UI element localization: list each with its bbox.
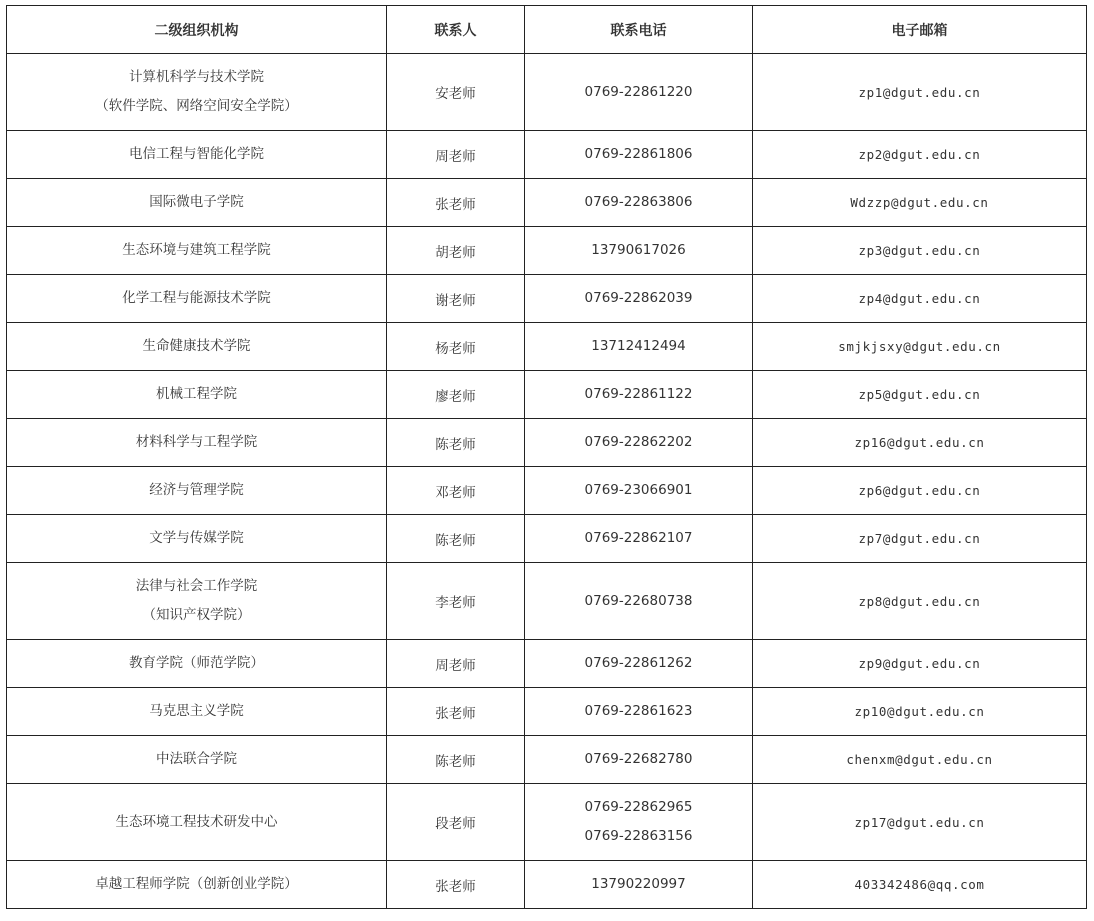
- org-cell: [7, 861, 387, 909]
- phone-cell: [525, 467, 753, 515]
- contact-cell: 李老师: [387, 563, 525, 640]
- email-cell: zp10@dgut.edu.cn: [753, 688, 1087, 736]
- table-row: [7, 467, 1087, 515]
- org-cell: [7, 784, 387, 861]
- phone-number: 0769-22862965: [584, 799, 693, 815]
- email-cell: chenxm@dgut.edu.cn: [753, 736, 1087, 784]
- org-cell: [7, 227, 387, 275]
- contact-cell: 邓老师: [387, 467, 525, 515]
- org-name: 法律与社会工作学院: [135, 578, 258, 594]
- email-cell: zp1@dgut.edu.cn: [753, 54, 1087, 131]
- org-name: 卓越工程师学院（创新创业学院）: [95, 876, 298, 892]
- org-name: 化学工程与能源技术学院: [122, 290, 271, 306]
- table-row: [7, 861, 1087, 909]
- email-cell: zp16@dgut.edu.cn: [753, 419, 1087, 467]
- phone-number: 0769-22861262: [584, 655, 693, 671]
- email-cell: zp5@dgut.edu.cn: [753, 371, 1087, 419]
- contact-cell: 安老师: [387, 54, 525, 131]
- email-cell: zp7@dgut.edu.cn: [753, 515, 1087, 563]
- org-cell: [7, 371, 387, 419]
- table-row: [7, 784, 1087, 861]
- contact-cell: 陈老师: [387, 419, 525, 467]
- phone-number: 0769-22861806: [584, 146, 693, 162]
- phone-cell: [525, 179, 753, 227]
- phone-cell: [525, 784, 753, 861]
- org-name: 生命健康技术学院: [142, 338, 251, 354]
- org-cell: [7, 640, 387, 688]
- phone-cell: [525, 640, 753, 688]
- contact-cell: 杨老师: [387, 323, 525, 371]
- phone-cell: [525, 515, 753, 563]
- table-row: [7, 688, 1087, 736]
- header-org: 二级组织机构: [7, 6, 387, 54]
- org-cell: [7, 467, 387, 515]
- email-cell: zp9@dgut.edu.cn: [753, 640, 1087, 688]
- org-cell: [7, 323, 387, 371]
- phone-cell: [525, 371, 753, 419]
- table-row: [7, 419, 1087, 467]
- contact-cell: 廖老师: [387, 371, 525, 419]
- table-row: [7, 275, 1087, 323]
- phone-cell: [525, 323, 753, 371]
- contact-cell: 张老师: [387, 861, 525, 909]
- table-row: [7, 371, 1087, 419]
- phone-number: 0769-22863156: [584, 828, 693, 844]
- phone-number: 0769-22680738: [584, 592, 693, 609]
- email-cell: zp17@dgut.edu.cn: [753, 784, 1087, 861]
- table-row: [7, 563, 1087, 640]
- phone-number: 0769-22862107: [584, 530, 693, 546]
- org-cell: [7, 563, 387, 640]
- table-body: [7, 54, 1087, 909]
- table-row: [7, 736, 1087, 784]
- email-cell: 403342486@qq.com: [753, 861, 1087, 909]
- phone-cell: [525, 688, 753, 736]
- email-cell: Wdzzp@dgut.edu.cn: [753, 179, 1087, 227]
- org-name: 计算机科学与技术学院: [129, 69, 264, 85]
- org-cell: [7, 54, 387, 131]
- contact-cell: 张老师: [387, 179, 525, 227]
- contact-cell: 段老师: [387, 784, 525, 861]
- contact-cell: 周老师: [387, 131, 525, 179]
- org-name: （软件学院、网络空间安全学院）: [95, 98, 298, 114]
- org-name: 马克思主义学院: [149, 703, 244, 719]
- contact-cell: 周老师: [387, 640, 525, 688]
- org-cell: [7, 515, 387, 563]
- org-name: 电信工程与智能化学院: [129, 146, 264, 162]
- phone-number: 13790617026: [591, 242, 686, 258]
- org-name: 材料科学与工程学院: [135, 434, 258, 450]
- phone-number: 13712412494: [591, 338, 686, 354]
- org-cell: [7, 419, 387, 467]
- phone-cell: [525, 131, 753, 179]
- phone-number: 0769-22862202: [584, 434, 693, 450]
- contact-cell: 胡老师: [387, 227, 525, 275]
- email-cell: zp6@dgut.edu.cn: [753, 467, 1087, 515]
- org-cell: [7, 275, 387, 323]
- table-row: [7, 227, 1087, 275]
- org-cell: [7, 736, 387, 784]
- phone-number: 0769-22862039: [584, 290, 693, 306]
- org-name: （知识产权学院）: [142, 607, 251, 623]
- org-cell: [7, 131, 387, 179]
- phone-number: 0769-22682780: [584, 751, 693, 767]
- phone-number: 0769-22861623: [584, 703, 693, 719]
- phone-cell: [525, 563, 753, 640]
- table-row: [7, 54, 1087, 131]
- phone-number: 0769-22861122: [584, 386, 693, 402]
- contact-table: [6, 5, 1087, 909]
- header-contact: 联系人: [387, 6, 525, 54]
- phone-cell: [525, 419, 753, 467]
- contact-cell: 陈老师: [387, 736, 525, 784]
- header-phone: 联系电话: [525, 6, 753, 54]
- contact-cell: 谢老师: [387, 275, 525, 323]
- email-cell: zp4@dgut.edu.cn: [753, 275, 1087, 323]
- org-name: 机械工程学院: [156, 386, 237, 402]
- header-email: 电子邮箱: [753, 6, 1087, 54]
- table-row: [7, 179, 1087, 227]
- org-cell: [7, 179, 387, 227]
- org-name: 生态环境工程技术研发中心: [115, 813, 278, 830]
- email-cell: zp8@dgut.edu.cn: [753, 563, 1087, 640]
- email-cell: zp3@dgut.edu.cn: [753, 227, 1087, 275]
- table-header: [7, 6, 1087, 54]
- phone-cell: [525, 861, 753, 909]
- phone-cell: [525, 275, 753, 323]
- table-row: [7, 131, 1087, 179]
- phone-cell: [525, 54, 753, 131]
- phone-number: 13790220997: [591, 876, 686, 892]
- table-row: [7, 640, 1087, 688]
- email-cell: smjkjsxy@dgut.edu.cn: [753, 323, 1087, 371]
- org-name: 中法联合学院: [156, 751, 237, 767]
- org-name: 生态环境与建筑工程学院: [122, 242, 271, 258]
- contact-cell: 张老师: [387, 688, 525, 736]
- email-cell: zp2@dgut.edu.cn: [753, 131, 1087, 179]
- phone-number: 0769-22863806: [584, 194, 693, 210]
- phone-number: 0769-23066901: [584, 482, 693, 498]
- org-cell: [7, 688, 387, 736]
- table-row: [7, 515, 1087, 563]
- header-row: [7, 6, 1087, 54]
- phone-cell: [525, 736, 753, 784]
- phone-number: 0769-22861220: [584, 83, 693, 100]
- org-name: 文学与传媒学院: [149, 530, 244, 546]
- org-name: 经济与管理学院: [149, 482, 244, 498]
- phone-cell: [525, 227, 753, 275]
- org-name: 国际微电子学院: [149, 194, 244, 210]
- org-name: 教育学院（师范学院）: [129, 655, 264, 671]
- contact-cell: 陈老师: [387, 515, 525, 563]
- table-row: [7, 323, 1087, 371]
